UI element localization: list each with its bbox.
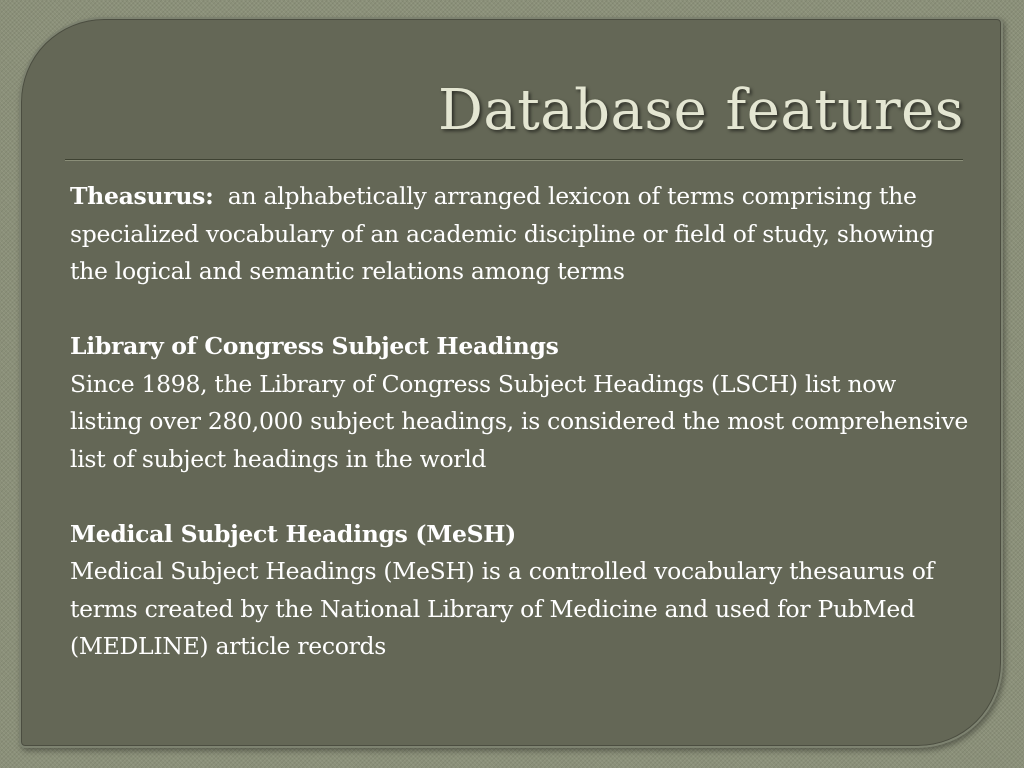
mesh-paragraph [70, 516, 970, 666]
thesaurus-term: Theasurus: [70, 182, 214, 210]
lcsh-paragraph [70, 328, 970, 478]
title-divider [65, 159, 963, 161]
mesh-description: Medical Subject Headings (MeSH) is a controlled vocabulary thesaurus of terms created by the National Library of Medicine and used for PubMed (MEDLINE) article records [70, 557, 934, 660]
mesh-heading: Medical Subject Headings (MeSH) [70, 519, 517, 548]
thesaurus-paragraph [70, 178, 970, 291]
lcsh-description: Since 1898, the Library of Congress Subject Headings (LSCH) list now listing over 280,000 subject headings, is considered the most comprehensive list of subject headings in the world [70, 369, 968, 473]
thesaurus-definition: an alphabetically arranged lexicon of terms comprising the specialized vocabulary of an academic discipline or field of study, showing the logical and semantic relations among terms [70, 182, 934, 285]
slide-title: Database features [437, 78, 964, 143]
slide-body [70, 178, 970, 666]
lcsh-heading: Library of Congress Subject Headings [70, 332, 559, 360]
